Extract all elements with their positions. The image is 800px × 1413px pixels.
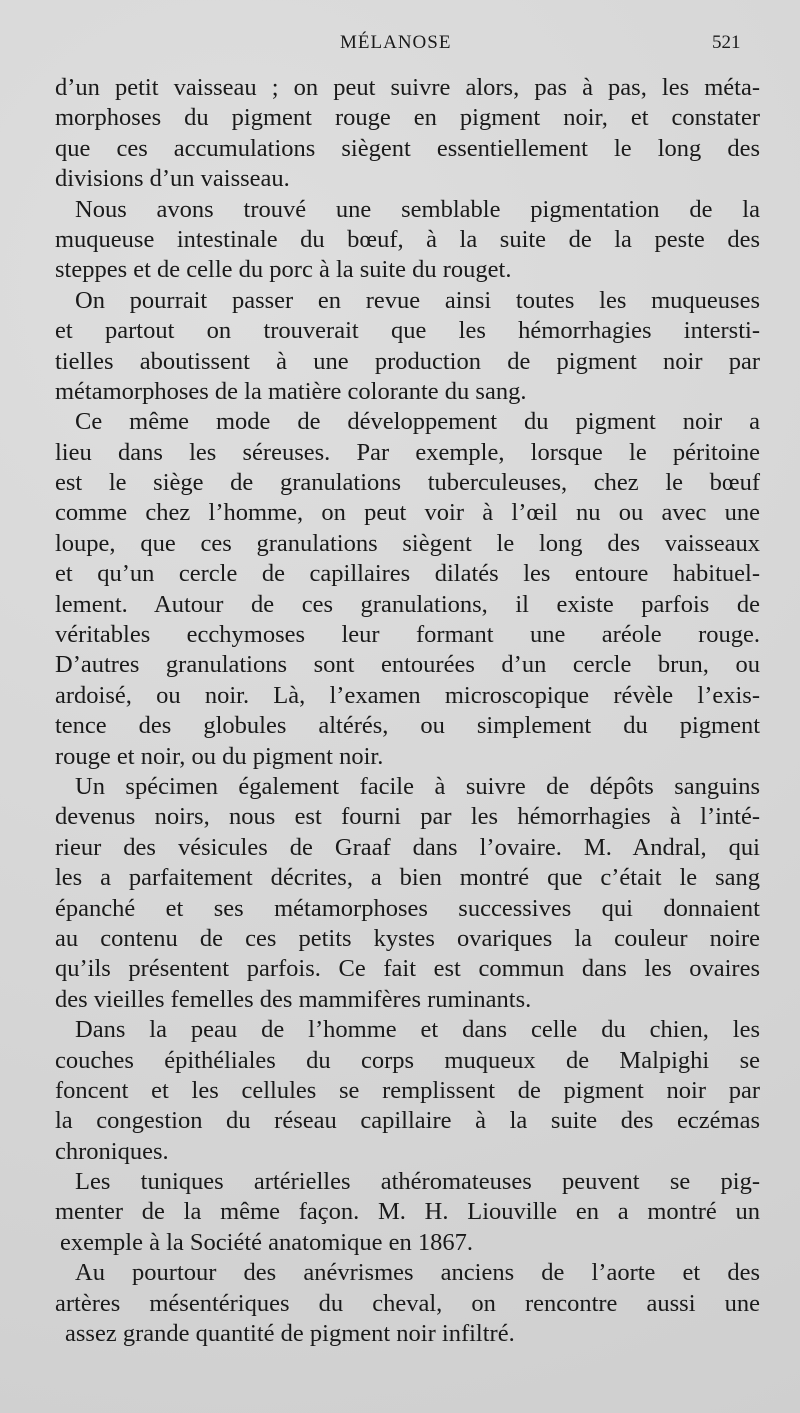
text-line: menter de la même façon. M. H. Liouville en a montré un — [55, 1198, 760, 1226]
text-line: que ces accumulations siègent essentiellement le long des — [55, 134, 760, 162]
text-line: On pourrait passer en revue ainsi toutes les muqueuses — [75, 286, 760, 314]
text-line: et qu’un cercle de capillaires dilatés les entoure habituel- — [55, 560, 760, 588]
text-line: loupe, que ces granulations siègent le long des vaisseaux — [55, 529, 760, 557]
text-line: et partout on trouverait que les hémorrhagies intersti- — [55, 317, 760, 345]
text-line: muqueuse intestinale du bœuf, à la suite de la peste des — [55, 225, 760, 253]
text-line: Ce même mode de développement du pigment noir a — [75, 408, 760, 436]
text-line: tielles aboutissent à une production de pigment noir par — [55, 347, 760, 375]
text-line: Au pourtour des anévrismes anciens de l’aorte et des — [75, 1259, 760, 1287]
text-line: Les tuniques artérielles athéromateuses peuvent se pig- — [75, 1168, 760, 1196]
text-line: lement. Autour de ces granulations, il existe parfois de — [55, 590, 760, 618]
text-line: exemple à la Société anatomique en 1867. — [60, 1228, 473, 1256]
text-line: lieu dans les séreuses. Par exemple, lorsque le péritoine — [55, 438, 760, 466]
text-line: devenus noirs, nous est fourni par les hémorrhagies à l’inté- — [55, 803, 760, 831]
text-line: des vieilles femelles des mammifères ruminants. — [55, 985, 532, 1013]
text-line: est le siège de granulations tuberculeuses, chez le bœuf — [55, 469, 760, 497]
text-line: D’autres granulations sont entourées d’un cercle brun, ou — [55, 651, 760, 679]
text-line: les a parfaitement décrites, a bien montré que c’était le sang — [55, 864, 760, 892]
text-line: steppes et de celle du porc à la suite du rouget. — [55, 256, 512, 284]
text-line: chroniques. — [55, 1137, 169, 1165]
body-text — [55, 73, 760, 1349]
text-line: Un spécimen également facile à suivre de dépôts sanguins — [75, 772, 760, 800]
running-title: MÉLANOSE — [340, 32, 452, 53]
text-line: ardoisé, ou noir. Là, l’examen microscopique révèle l’exis- — [55, 681, 760, 709]
text-line: véritables ecchymoses leur formant une aréole rouge. — [55, 621, 760, 649]
text-line: comme chez l’homme, on peut voir à l’œil nu ou avec une — [55, 499, 760, 527]
text-line: rieur des vésicules de Graaf dans l’ovaire. M. Andral, qui — [55, 833, 760, 861]
running-header — [0, 32, 800, 60]
text-line: tence des globules altérés, ou simplement du pigment — [55, 712, 760, 740]
text-line: qu’ils présentent parfois. Ce fait est commun dans les ovaires — [55, 955, 760, 983]
text-line: divisions d’un vaisseau. — [55, 165, 290, 193]
text-line: foncent et les cellules se remplissent de pigment noir par — [55, 1076, 760, 1104]
text-line: Nous avons trouvé une semblable pigmentation de la — [75, 195, 760, 223]
text-line: rouge et noir, ou du pigment noir. — [55, 742, 384, 770]
text-line: d’un petit vaisseau ; on peut suivre alors, pas à pas, les méta- — [55, 74, 760, 101]
text-line: artères mésentériques du cheval, on rencontre aussi une — [55, 1289, 760, 1317]
text-line: Dans la peau de l’homme et dans celle du chien, les — [75, 1016, 760, 1044]
text-line: épanché et ses métamorphoses successives qui donnaient — [55, 894, 760, 922]
page-number: 521 — [712, 32, 741, 53]
text-line: couches épithéliales du corps muqueux de Malpighi se — [55, 1046, 760, 1074]
text-line: métamorphoses de la matière colorante du sang. — [55, 377, 527, 405]
text-line: au contenu de ces petits kystes ovariques la couleur noire — [55, 924, 760, 952]
text-line: morphoses du pigment rouge en pigment noir, et constater — [55, 104, 760, 132]
text-line: la congestion du réseau capillaire à la suite des eczémas — [55, 1107, 760, 1135]
text-line: assez grande quantité de pigment noir infiltré. — [65, 1320, 515, 1348]
